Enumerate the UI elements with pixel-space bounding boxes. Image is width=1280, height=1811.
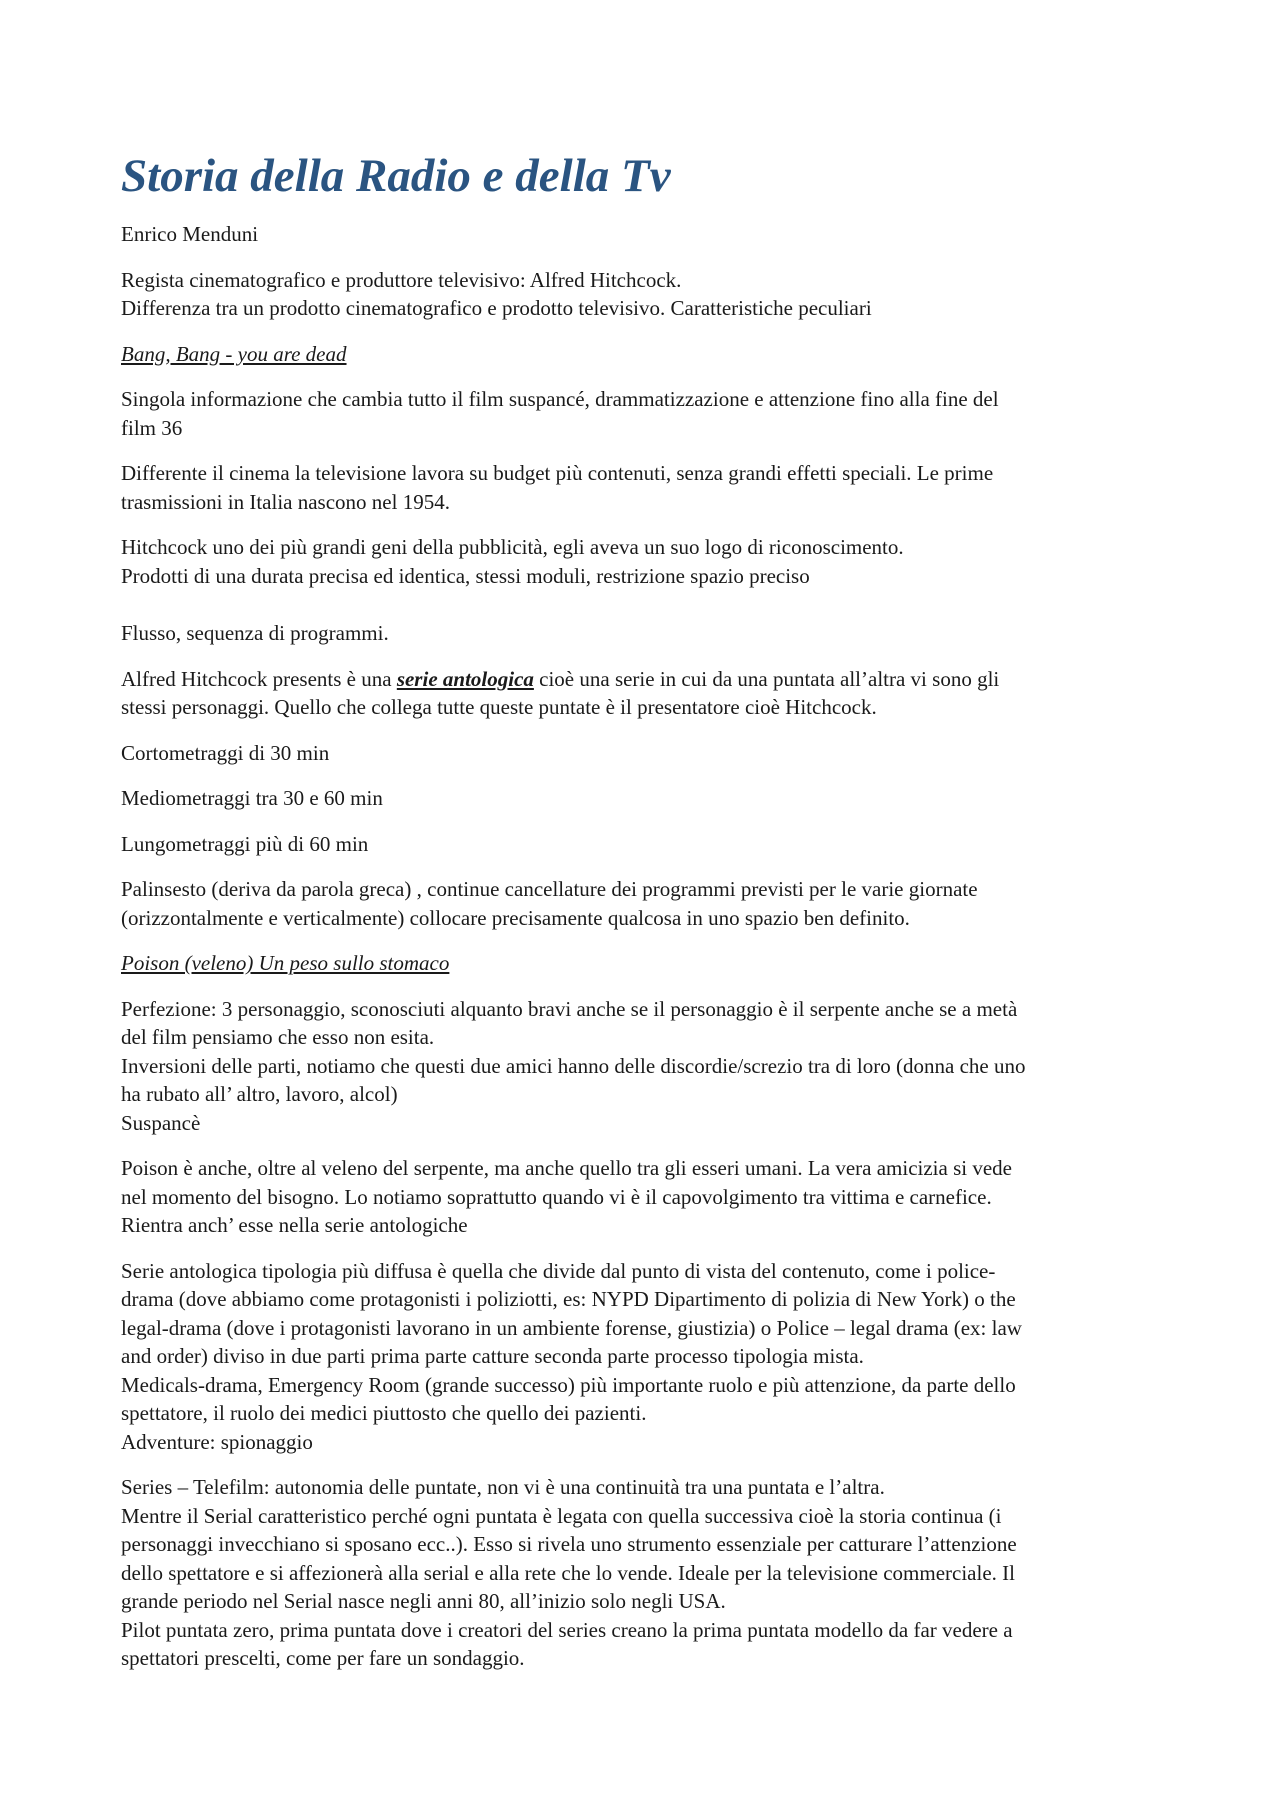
text-line: film 36 [121,415,183,440]
paragraph: Lungometraggi più di 60 min [121,831,369,856]
text-line: and order) diviso in due parti prima parte catture seconda parte processo tipologia mista. [121,1344,864,1368]
text-line: spettatori prescelti, come per fare un sondaggio. [121,1646,525,1670]
text-line: Series – Telefilm: autonomia delle puntate, non vi è una continuità tra una puntata e l’altra. [121,1475,885,1499]
text-line: Differente il cinema la televisione lavora su budget più contenuti, senza grandi effetti speciali. Le prime [121,461,994,485]
paragraph [121,459,1161,516]
text-line: Poison è anche, oltre al veleno del serpente, ma anche quello tra gli esseri umani. La vera amicizia si vede [121,1156,1012,1180]
document-body [121,148,1161,1690]
text-line: del film pensiamo che esso non esita. [121,1025,435,1049]
text-line: Suspancè [121,1110,201,1135]
paragraph: Mediometraggi tra 30 e 60 min [121,786,383,810]
section-heading-bang-bang: Bang, Bang - you are dead [121,341,347,366]
paragraph [121,1154,1161,1240]
text-line: trasmissioni in Italia nascono nel 1954. [121,489,450,514]
emphasized-term: serie antologica [396,666,534,691]
text-line: Serie antologica tipologia più diffusa è quella che divide dal punto di vista del contenuto, come i police- [121,1258,996,1283]
document-title: Storia della Radio e della Tv [121,150,671,202]
paragraph: Cortometraggi di 30 min [121,740,330,765]
text-line: drama (dove abbiamo come protagonisti i poliziotti, es: NYPD Dipartimento di polizia di New York) o the [121,1287,1016,1311]
text-line: spettatore, il ruolo dei medici piuttosto che quello dei pazienti. [121,1401,647,1425]
text-line: Pilot puntata zero, prima puntata dove i creatori del series creano la prima puntata modello da far vedere a [121,1617,1013,1642]
paragraph [121,385,1161,442]
text-line: grande periodo nel Serial nasce negli anni 80, all’inizio solo negli USA. [121,1589,726,1613]
text-line: Inversioni delle parti, notiamo che questi due amici hanno delle discordie/screzio tra di loro (donna che uno [121,1053,1026,1078]
text-line: Singola informazione che cambia tutto il film suspancé, drammatizzazione e attenzione fino alla fine del [121,387,999,411]
text-run: Alfred Hitchcock presents è una [121,666,397,691]
text-line: dello spettatore e si affezionerà alla serial e alla rete che lo vende. Ideale per la televisione commerciale. Il [121,1560,1015,1585]
paragraph: Flusso, sequenza di programmi. [121,621,389,645]
text-line: Rientra anch’ esse nella serie antologiche [121,1213,468,1237]
text-line: Mentre il Serial caratteristico perché ogni puntata è legata con quella successiva cioè la storia continua (i [121,1503,1002,1528]
text-line: Hitchcock uno dei più grandi geni della pubblicità, egli aveva un suo logo di riconoscimento. [121,535,904,559]
paragraph [121,1257,1161,1457]
text-line: Regista cinematografico e produttore televisivo: Alfred Hitchcock. [121,267,682,292]
text-line: (orizzontalmente e verticalmente) collocare precisamente qualcosa in uno spazio ben definito. [121,905,910,930]
text-line: Prodotti di una durata precisa ed identica, stessi moduli, restrizione spazio preciso [121,563,810,588]
text-run: cioè una serie in cui da una puntata all’altra vi sono gli [533,666,1000,691]
paragraph [121,533,1161,590]
text-line: legal-drama (dove i protagonisti lavorano in un ambiente forense, giustizia) o Police – legal drama (ex: law [121,1315,1022,1340]
text-line: personaggi invecchiano si sposano ecc..). Esso si rivela uno strumento essenziale per catturare l’attenzione [121,1532,1017,1556]
text-line: ha rubato all’ altro, lavoro, alcol) [121,1082,398,1106]
spacer [121,607,1161,619]
intro-paragraph [121,266,1161,323]
text-line: Perfezione: 3 personaggio, sconosciuti alquanto bravi anche se il personaggio è il serpente anche se a metà [121,996,1018,1021]
text-line: nel momento del bisogno. Lo notiamo soprattutto quando vi è il capovolgimento tra vittima e carnefice. [121,1184,992,1209]
paragraph [121,1473,1161,1673]
text-line: Adventure: spionaggio [121,1429,313,1454]
text-line: stessi personaggi. Quello che collega tutte queste puntate è il presentatore cioè Hitchcock. [121,695,877,719]
text-line: Medicals-drama, Emergency Room (grande successo) più importante ruolo e più attenzione, da parte dello [121,1372,1016,1397]
text-line [121,665,1161,694]
text-line: Palinsesto (deriva da parola greca) , continue cancellature dei programmi previsti per le varie giornate [121,877,978,901]
paragraph [121,665,1161,722]
author-line: Enrico Menduni [121,222,259,246]
section-heading-poison: Poison (veleno) Un peso sullo stomaco [121,951,450,975]
text-line: Differenza tra un prodotto cinematografico e prodotto televisivo. Caratteristiche peculiari [121,296,872,320]
paragraph [121,875,1161,932]
paragraph [121,995,1161,1138]
